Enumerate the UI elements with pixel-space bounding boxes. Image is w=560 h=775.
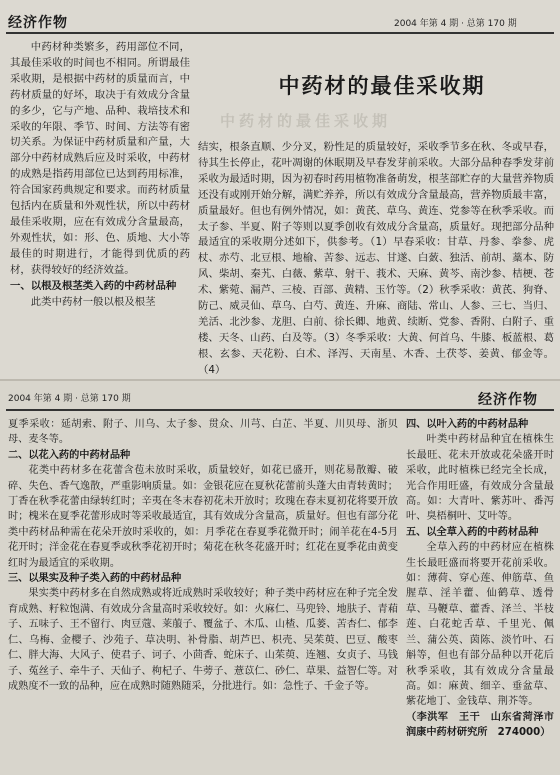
left-tail: 此类中药材一般以根及根茎 bbox=[30, 295, 156, 308]
ghost-watermark: 中药材的最佳采收期 bbox=[220, 112, 392, 130]
article-title: 中药材的最佳采收期 bbox=[278, 74, 486, 98]
header-title-2: 经济作物 bbox=[478, 392, 538, 408]
header-issue-2: 2004 年第 4 期 · 总第 170 期 bbox=[8, 394, 131, 404]
section-4-body: 叶类中药材品种宜在植株生长最旺、花未开放或花朵盛开时采收，此时植株已经完全长成，光合作用旺盛，有效成分含量最高。如：大青叶、紫苏叶、番泻叶、臭梧桐叶、艾叶等。 bbox=[406, 434, 554, 523]
section-5-body: 全草入药的中药材应在植株生长最旺盛而将要开花前采收。如：薄荷、穿心莲、伸筋草、鱼腥草、淫羊藿、仙鹤草、透骨草、马鞭草、藿香、泽兰、半枝莲、白花蛇舌草、千里光、佩兰、蒲公英、茵陈、淡竹叶、石斛等，但也有部分品种以开花后秋季采收，其有效成分含量最高。如：麻黄、细辛、垂盆草、紫花地丁、金钱草、荆芥等。 bbox=[406, 542, 554, 708]
header-rule-2 bbox=[6, 409, 554, 411]
header-issue: 2004 年第 4 期 · 总第 170 期 bbox=[394, 19, 517, 29]
left-column bbox=[10, 40, 190, 310]
header-title: 经济作物 bbox=[8, 15, 68, 31]
summer-harvest: 夏季采收：延胡索、附子、川乌、太子参、贯众、川芎、白芷、半夏、川贝母、浙贝母、麦冬等。 bbox=[8, 419, 398, 446]
lower-left-column bbox=[8, 417, 398, 694]
page-lower bbox=[0, 381, 560, 775]
right-paragraph: 结实，根条直顺、少分叉，粉性足的质量较好，采收季节多在秋、冬或早春，待其生长停止，花叶凋谢的休眠期及早春发芽前采收。大部分品种春季发芽前采收为最适时期，因为初春时药用植物准备萌发，根茎部贮存的大量营养物质还没有或刚开始分解，满贮养养，所以有效成分含量最高，营养物质最丰富，质量最好。但也有例外情况，如：黄芪、草乌、黄连、党参等在秋季采收。而太子参、半夏、附子等则以夏季创收有效成分含量高，质量好。现把部分品种最适宜的采收期分述如下，供参考。（1）早春采收：甘草、丹参、拳参、虎杖、赤芍、北豆根、地榆、苦参、远志、甘遂、白蔹、独活、前胡、藁本、防风、柴胡、秦艽、白薇、紫草、射干、莪术、天麻、黄芩、南沙参、桔梗、苍术、紫菀、漏芦、三棱、百部、黄精、玉竹等。（2）秋季采收：黄芪、狗脊、防己、威灵仙、草乌、白芍、黄连、升麻、商陆、常山、人参、三七、当归、羌活、北沙参、龙胆、白前、徐长卿、地黄、续断、党参、香附、白附子、重楼、天冬、山药、白及等。（3）冬季采收：大黄、何首乌、牛膝、板蓝根、葛根、玄参、天花粉、白术、泽泻、天南星、木香、土茯苓、姜黄、郁金等。（4） bbox=[198, 141, 554, 376]
author-credit: （李洪军 王干 山东省菏泽市润康中药材研究所 274000） bbox=[406, 711, 554, 739]
section-heading-3: 三、以果实及种子类入药的中药材品种 bbox=[8, 573, 182, 585]
section-3-body: 果实类中药材多在自然成熟或将近成熟时采收较好；种子类中药材应在种子完全发育成熟、籽粒饱满、有效成分含量高时采收较好。如：火麻仁、马兜铃、地肤子、青葙子、五味子、王不留行、肉豆蔻、莱菔子、覆盆子、木瓜、山楂、瓜蒌、苦杏仁、郁李仁、乌梅、金樱子、沙苑子、草决明、补骨脂、胡芦巴、枳壳、吴茱萸、巴豆、酸枣仁、胖大海、大风子、使君子、诃子、小茴香、蛇床子、山茱萸、连翘、女贞子、马钱子、菟丝子、牵牛子、天仙子、枸杞子、牛蒡子、薏苡仁、砂仁、草果、益智仁等。对成熟度不一致的品种，应在成熟时随熟随采，分批进行。如：急性子、千金子等。 bbox=[8, 588, 398, 692]
header-rule bbox=[6, 32, 554, 34]
lower-right-column bbox=[406, 417, 554, 741]
page-upper bbox=[0, 0, 560, 380]
section-heading-5: 五、以全草入药的中药材品种 bbox=[406, 526, 539, 538]
section-2-body: 花类中药材多在花蕾含苞未放时采收，质量较好，如花已盛开，则花易散瓣、破碎、失色、香气逸散，严重影响质量。如：金银花应在夏秋花蕾前头蓬大由青转黄时；丁香在秋季花蕾由绿转红时；辛夷在冬末春初花未开放时；玫瑰在春末夏初花将要开放时；槐米在夏季花蕾形成时等采收最适宜，其有效成分含量高，质量好。但也有部分花类中药材品种需在花朵开放时采收的，如：月季花在春夏季花微开时；闹羊花在4-5月花开时；洋金花在春夏季或秋季花初开时；菊花在秋冬花盛开时；红花在夏季花由黄变红时为最适宜的采收期。 bbox=[8, 465, 398, 569]
section-heading-4: 四、以叶入药的中药材品种 bbox=[406, 419, 529, 430]
intro-paragraph: 中药材种类繁多，药用部位不同，其最佳采收的时间也不相同。所谓最佳采收期，是根据中药材的质量而言，中药材质量的好坏，取决于有效成分含量的多少，它与产地、品种、栽培技术和采收的年限、季节、时间、方法等有密切关系。为保证中药材质量和产量，大部分中药材成熟后应及时采收，中药材的成熟是指药用部位已达到药用标准，符合国家药典规定和要求。而药材质量包括内在质量和外观性状，所以中药材最佳采收期，应在有效成分含量最高，外观性状，如：形、色、质地、大小等最佳的时期进行，才能得到优质的药材，获得较好的经济效益。 bbox=[10, 41, 190, 276]
right-column bbox=[198, 140, 554, 379]
section-heading-1: 一、以根及根茎类入药的中药材品种 bbox=[10, 279, 177, 292]
section-heading-2: 二、以花入药的中药材品种 bbox=[8, 449, 131, 461]
